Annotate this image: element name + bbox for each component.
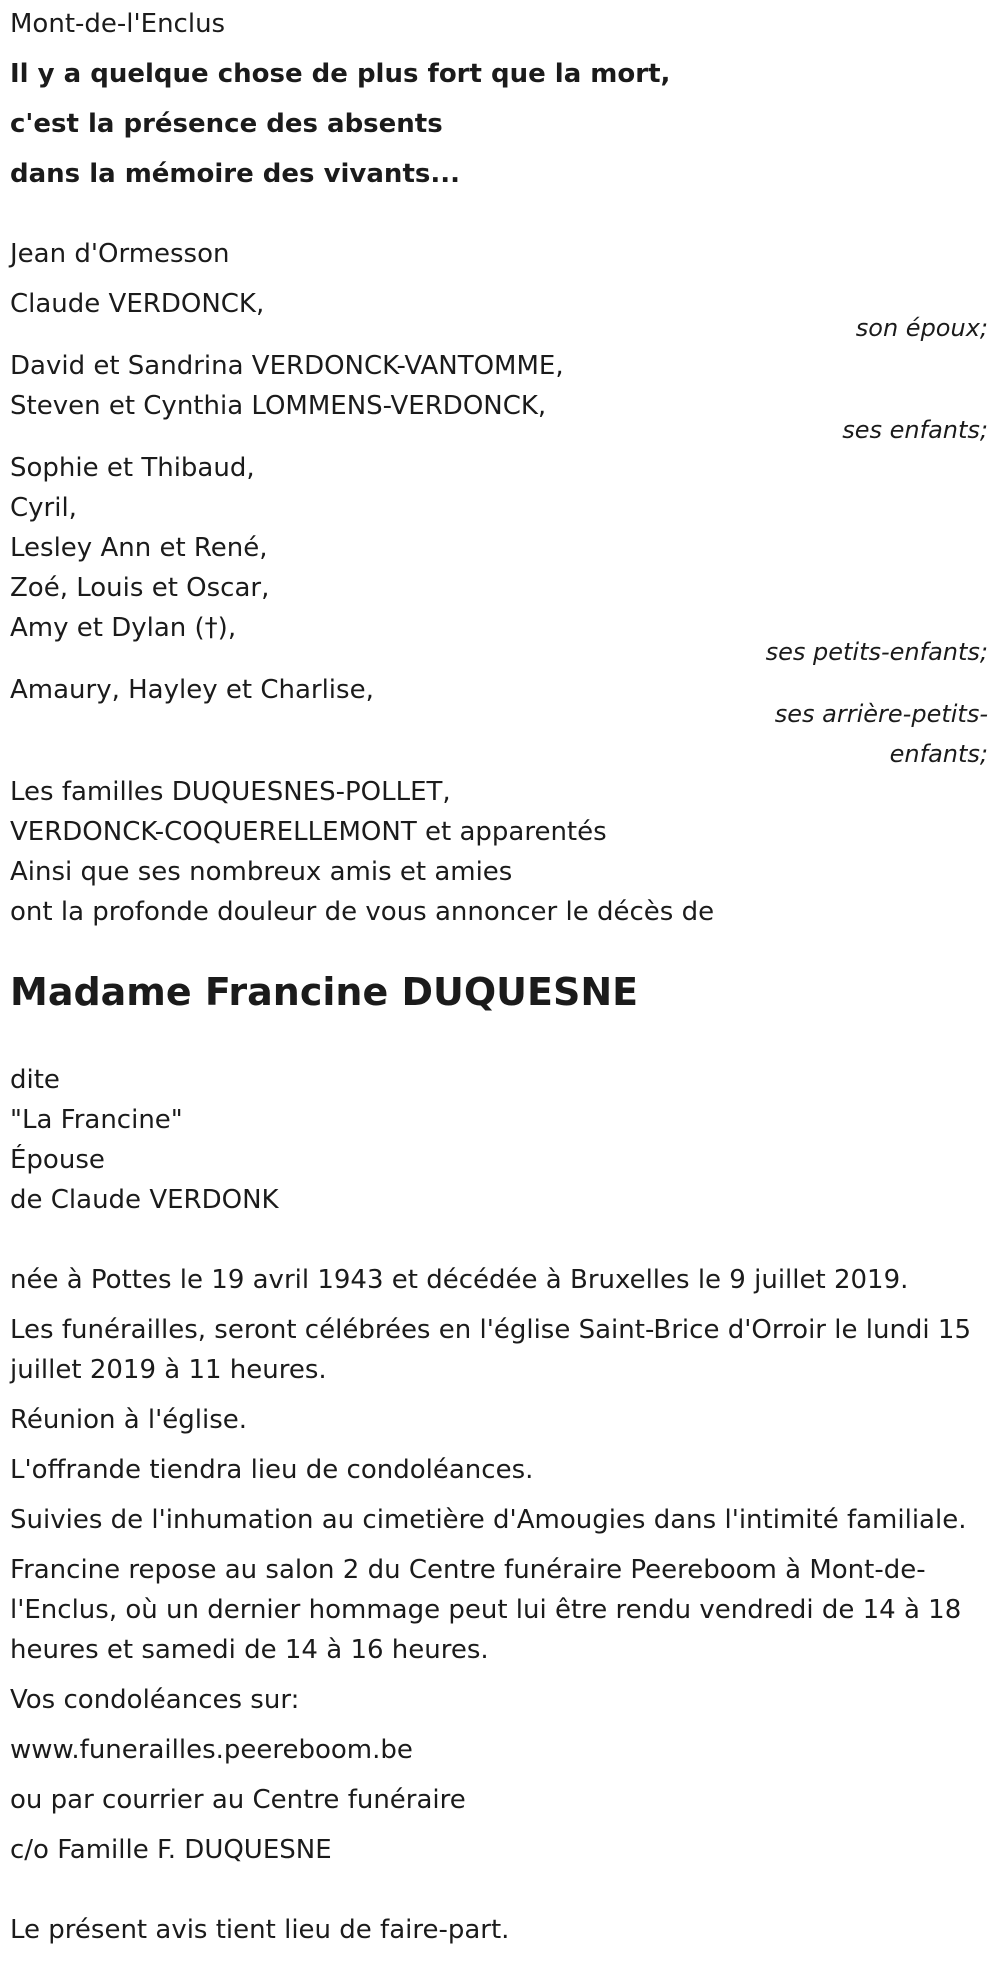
spouse-name: Claude VERDONCK, bbox=[10, 289, 265, 319]
families-line: VERDONCK-COQUERELLEMONT et apparentés bbox=[10, 817, 607, 847]
families-line: Ainsi que ses nombreux amis et amies bbox=[10, 857, 513, 887]
alias-line: "La Francine" bbox=[10, 1105, 183, 1135]
reunion-info: Réunion à l'église. bbox=[10, 1405, 248, 1435]
mail-info: ou par courrier au Centre funéraire bbox=[10, 1785, 466, 1815]
families-line: ont la profonde douleur de vous annoncer le décès de bbox=[10, 897, 715, 927]
quote-line-2: c'est la présence des absents bbox=[10, 109, 443, 139]
condolences-website: www.funerailles.peereboom.be bbox=[10, 1735, 413, 1765]
grandchild-name: Amy et Dylan (†), bbox=[10, 613, 237, 643]
great-grandchildren-relation-line-1: ses arrière-petits- bbox=[774, 700, 988, 728]
grandchild-name: Cyril, bbox=[10, 493, 77, 523]
families-line: Les familles DUQUESNES-POLLET, bbox=[10, 777, 451, 807]
children-relation: ses enfants; bbox=[842, 416, 988, 444]
great-grandchildren-relation-line-2: enfants; bbox=[889, 740, 988, 768]
deceased-name: Madame Francine DUQUESNE bbox=[10, 970, 639, 1014]
quote-line-3: dans la mémoire des vivants... bbox=[10, 159, 460, 189]
grandchildren-relation: ses petits-enfants; bbox=[765, 638, 988, 666]
offering-info: L'offrande tiendra lieu de condoléances. bbox=[10, 1455, 534, 1485]
alias-line: dite bbox=[10, 1065, 60, 1095]
condolences-label: Vos condoléances sur: bbox=[10, 1685, 300, 1715]
funeral-info-line: Les funérailles, seront célébrées en l'église Saint-Brice d'Orroir le lundi 15 bbox=[10, 1315, 971, 1345]
repose-info-line: heures et samedi de 14 à 16 heures. bbox=[10, 1635, 489, 1665]
repose-info-line: l'Enclus, où un dernier hommage peut lui être rendu vendredi de 14 à 18 bbox=[10, 1595, 962, 1625]
grandchild-name: Lesley Ann et René, bbox=[10, 533, 268, 563]
alias-line: de Claude VERDONK bbox=[10, 1185, 279, 1215]
repose-info-line: Francine repose au salon 2 du Centre funéraire Peereboom à Mont-de- bbox=[10, 1555, 926, 1585]
alias-line: Épouse bbox=[10, 1145, 105, 1175]
funeral-info-line: juillet 2019 à 11 heures. bbox=[10, 1355, 327, 1385]
child-name: Steven et Cynthia LOMMENS-VERDONCK, bbox=[10, 391, 547, 421]
grandchild-name: Sophie et Thibaud, bbox=[10, 453, 255, 483]
quote-line-1: Il y a quelque chose de plus fort que la mort, bbox=[10, 59, 671, 89]
care-of-info: c/o Famille F. DUQUESNE bbox=[10, 1835, 332, 1865]
child-name: David et Sandrina VERDONCK-VANTOMME, bbox=[10, 351, 564, 381]
birth-death-info: née à Pottes le 19 avril 1943 et décédée à Bruxelles le 9 juillet 2019. bbox=[10, 1265, 909, 1295]
place-name: Mont-de-l'Enclus bbox=[10, 9, 226, 39]
grandchild-name: Zoé, Louis et Oscar, bbox=[10, 573, 270, 603]
closing-note: Le présent avis tient lieu de faire-part. bbox=[10, 1915, 510, 1945]
quote-author: Jean d'Ormesson bbox=[10, 239, 230, 269]
great-grandchild-name: Amaury, Hayley et Charlise, bbox=[10, 675, 374, 705]
spouse-relation: son époux; bbox=[855, 314, 988, 342]
burial-info: Suivies de l'inhumation au cimetière d'Amougies dans l'intimité familiale. bbox=[10, 1505, 967, 1535]
